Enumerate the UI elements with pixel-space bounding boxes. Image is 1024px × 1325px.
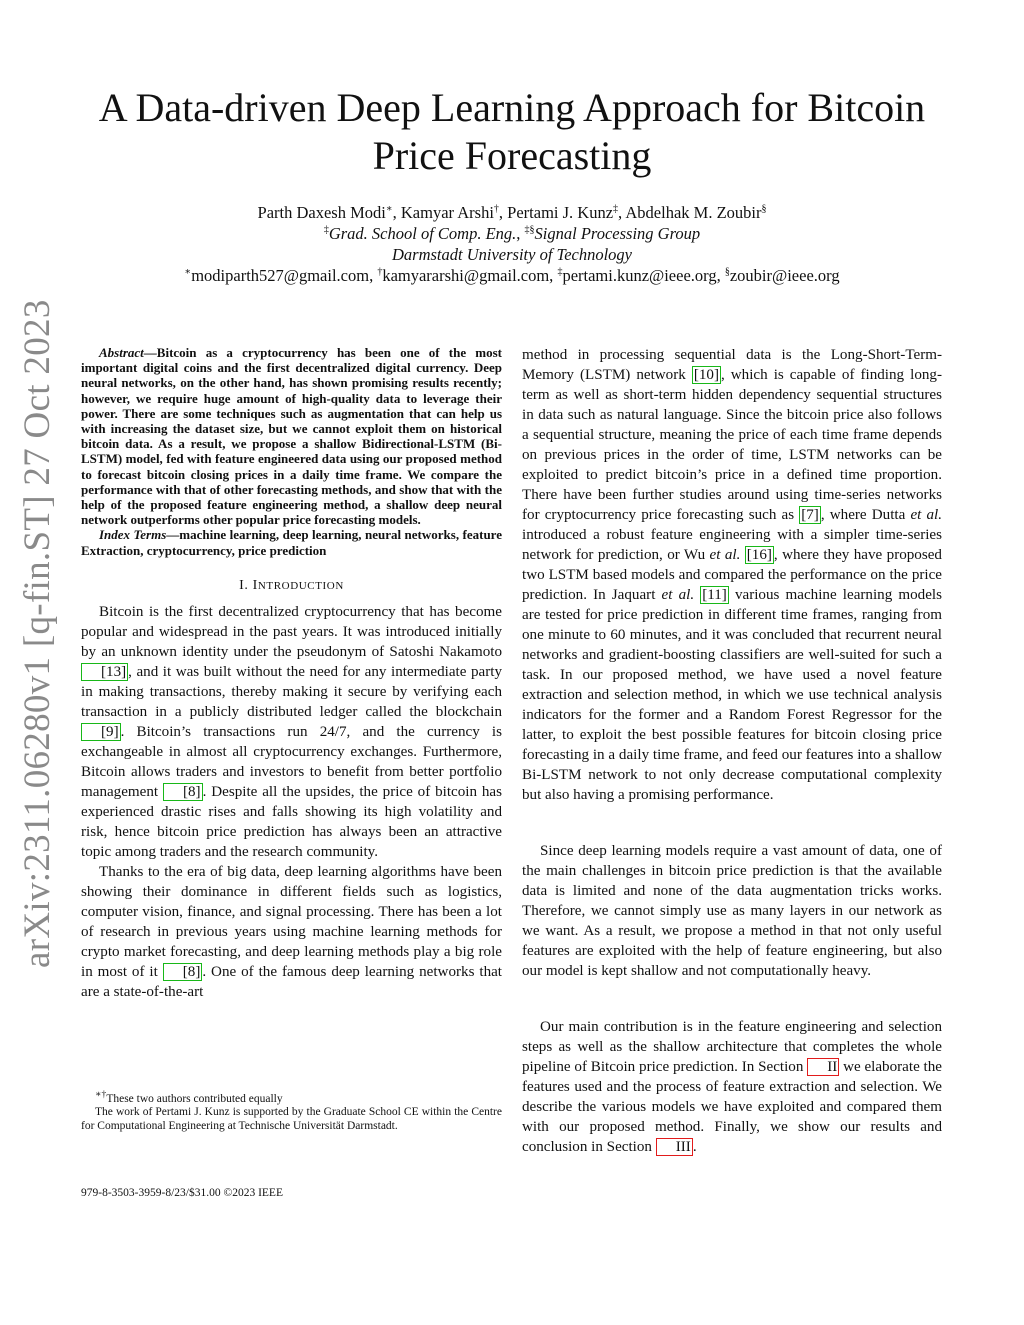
section-cap: I: [252, 577, 258, 593]
author-mark: †: [493, 203, 499, 215]
index-terms-label: Index Terms: [99, 527, 167, 543]
citation-link[interactable]: [13]: [81, 663, 128, 681]
affil-mark: ‡§: [524, 224, 535, 236]
email-mark: †: [377, 266, 383, 278]
abstract-dash: —: [143, 345, 157, 360]
text-run: method in processing sequential data is the Long-Short-Term-Memory (LSTM) network: [522, 347, 942, 383]
text-run: Thanks to the era of big data, deep learning algorithms have been showing their dominance in different fields such as logistics, computer vision, finance, and signal processing. There has been a lot of research in previous years using machine learning methods for crypto market forecasting, and deep learning methods play a big role in most of it: [81, 863, 502, 980]
citation-link[interactable]: [10]: [693, 367, 719, 383]
author-name: Kamyar Arshi: [400, 203, 494, 222]
author-name: Pertami J. Kunz: [507, 203, 614, 222]
text-run: Our main contribution is in the feature engineering and selection steps as well as the shallow architecture that completes the whole pipeline of Bitcoin price prediction. In Section: [522, 1019, 942, 1075]
text-run: . One of the famous deep learning networks that are a state-of-the-art: [81, 963, 503, 1000]
intro-paragraph-5: [522, 1017, 942, 1157]
paragraph-gap: [522, 981, 942, 1017]
intro-paragraph-3: [522, 345, 942, 805]
footnote-1: [81, 1088, 502, 1106]
university: [60, 244, 964, 265]
intro-paragraph-1: [81, 602, 502, 862]
section-heading-introduction: [81, 578, 502, 594]
text-run: various machine learning models are tested for price prediction in different time frames, ranging from one minute to 60 minutes, and it was concluded that recurrent neural networks and gradient-boosting classifiers are well-suited for such a task. In our proposed method, we have used a novel feature extraction and selection method, in which we use technical analysis indicators for the former and a Random Forest Regressor for the latter, to exploit the best possible features for bitcoin closing price forecasting in a daily time frame, and feed our features into a shallow Bi-LSTM network to not only decrease computational complexity but also having a promising performance.: [522, 587, 942, 803]
author-mark: ‡: [613, 203, 619, 215]
text-run: , where Dutta: [820, 507, 911, 523]
text-run: introduced a robust feature engineering with a simpler time-series network for prediction, or Wu: [522, 527, 942, 563]
email: modiparth527@gmail.com,: [191, 266, 374, 285]
copyright-line: 979-8-3503-3959-8/23/$31.00 ©2023 IEEE: [81, 1187, 283, 1199]
title-line-2: Price Forecasting: [372, 133, 652, 178]
citation-link[interactable]: [8]: [163, 963, 203, 981]
et-al: et al.: [910, 507, 942, 523]
author-names: Parth Daxesh Modi∗, Kamyar Arshi†, Pertami J. Kunz‡, Abdelhak M. Zoubir§: [257, 203, 767, 222]
title-line-1: A Data-driven Deep Learning Approach for Bitcoin: [98, 85, 926, 130]
citation-link[interactable]: [9]: [81, 723, 121, 741]
citation-link[interactable]: [8]: [163, 783, 203, 801]
citation-link[interactable]: [16]: [746, 547, 772, 563]
footnote-2: The work of Pertami J. Kunz is supported by the Graduate School CE within the Centre for Computational Engineering at Technische Universität Darmstadt.: [81, 1106, 502, 1132]
section-link[interactable]: II: [807, 1058, 839, 1076]
left-column: [81, 345, 502, 1002]
et-al: et al.: [661, 587, 695, 603]
text-run: , and it was built without the need for any intermediate party in making transactions, thereby making it secure by verifying each transaction in a publicly distributed ledger called the blockchain: [81, 663, 502, 720]
right-column: [522, 345, 942, 1157]
index-terms-text: machine learning, deep learning, neural networks, feature Extraction, cryptocurrency, price prediction: [81, 527, 502, 558]
index-terms-dash: —: [166, 527, 180, 543]
footnotes: [81, 1088, 502, 1133]
author-name: Abdelhak M. Zoubir: [625, 203, 762, 222]
section-rest: NTRODUCTION: [257, 579, 344, 592]
section-numeral: I.: [239, 577, 253, 593]
author-name: Parth Daxesh Modi: [257, 203, 386, 222]
affil-mark: ‡: [323, 224, 329, 236]
email: zoubir@ieee.org: [729, 266, 840, 285]
footnote-mark: ∗†: [95, 1089, 107, 1100]
intro-paragraph-2: [81, 862, 502, 1002]
email: pertami.kunz@ieee.org,: [562, 266, 721, 285]
author-block: [60, 202, 964, 286]
affiliations: ‡Grad. School of Comp. Eng., ‡§Signal Processing Group: [323, 224, 701, 243]
et-al: et al.: [709, 547, 741, 563]
text-run: , which is capable of finding long-term as well as short-term hidden dependency sequential structures in data such as natural language. Since the bitcoin price also follows a sequential structure, meaning the price of each time frame depends on previous prices in the order of time, LSTM networks can be exploited to predict bitcoin’s price in a defined time proportion. There have been further studies around using time-series networks for cryptocurrency price forecasting such as: [522, 367, 942, 523]
abstract-text: Bitcoin as a cryptocurrency has been one of the most important digital coins and the first decentralized digital currency. Deep neural networks, on the other hand, has shown promising results recently; however, we require huge amount of high-quality data to leverage their power. There are some techniques such as augmentation that can help us with increasing the dataset size, but we cannot exploit them on historical bitcoin data. As a result, we propose a shallow Bidirectional-LSTM (Bi-LSTM) model, fed with feature engineered data using our proposed method to forecast bitcoin closing prices in a daily time frame. We compare the performance with that of other forecasting methods, and show that with the help of the proposed feature engineering method, a shallow deep neural network outperforms other popular price forecasting models.: [81, 345, 502, 528]
text-run: . Despite all the upsides, the price of bitcoin has experienced drastic rises and falls showing its high volatility and risk, hence bitcoin price prediction has always been an attractive topic among traders and the research community.: [81, 783, 502, 860]
email-mark: §: [724, 266, 730, 278]
affiliation: Grad. School of Comp. Eng.: [328, 224, 517, 243]
text-run: we elaborate the features used and the process of feature extraction and selection. We describe the various models we have exploited and compared them with our proposed method. Finally, we show our results and conclusion in Section: [522, 1059, 942, 1155]
index-terms: [81, 527, 502, 557]
paragraph-gap: [522, 805, 942, 841]
text-run: . Bitcoin’s transactions run 24/7, and the currency is exchangeable in almost all cryptocurrency exchanges. Furthermore, Bitcoin allows traders and investors to benefit from better portfolio management: [81, 723, 502, 800]
footnote-text: These two authors contributed equally: [106, 1092, 283, 1105]
section-link[interactable]: III: [656, 1138, 693, 1156]
university-name: Darmstadt University of Technology: [392, 245, 632, 264]
emails: [60, 265, 964, 286]
author-mark: §: [761, 203, 767, 215]
abstract-label: Abstract: [99, 345, 144, 360]
affiliation: Signal Processing Group: [534, 224, 701, 243]
abstract: [81, 345, 502, 558]
text-run: Bitcoin is the first decentralized cryptocurrency that has become popular and widespread in the past years. It was introduced initially by an unknown identity under the pseudonym of Satoshi Nakamoto: [81, 603, 502, 660]
arxiv-stamp: arXiv:2311.06280v1 [q-fin.ST] 27 Oct 2023: [17, 299, 58, 968]
intro-paragraph-4: Since deep learning models require a vast amount of data, one of the main challenges in bitcoin price prediction is that the available data is limited and none of the data augmentation tricks works. Therefore, we cannot simply use as many layers in our network as we want. As a result, we propose a method in that not only useful features are exploited with the help of feature engineering, but also our model is kept shallow and not computationally heavy.: [522, 843, 942, 979]
citation-link[interactable]: [7]: [801, 507, 819, 523]
text-run: , where they have proposed two LSTM based models and compared the performance on the price prediction. In Jaquart: [522, 547, 942, 603]
abstract-paragraph: [81, 345, 502, 527]
email-mark: ‡: [557, 266, 563, 278]
email: kamyararshi@gmail.com,: [382, 266, 554, 285]
citation-link[interactable]: [11]: [702, 587, 727, 603]
text-run: .: [692, 1139, 697, 1155]
email-mark: ∗: [184, 266, 192, 278]
paper-title: [60, 84, 964, 180]
author-mark: ∗: [385, 203, 393, 215]
